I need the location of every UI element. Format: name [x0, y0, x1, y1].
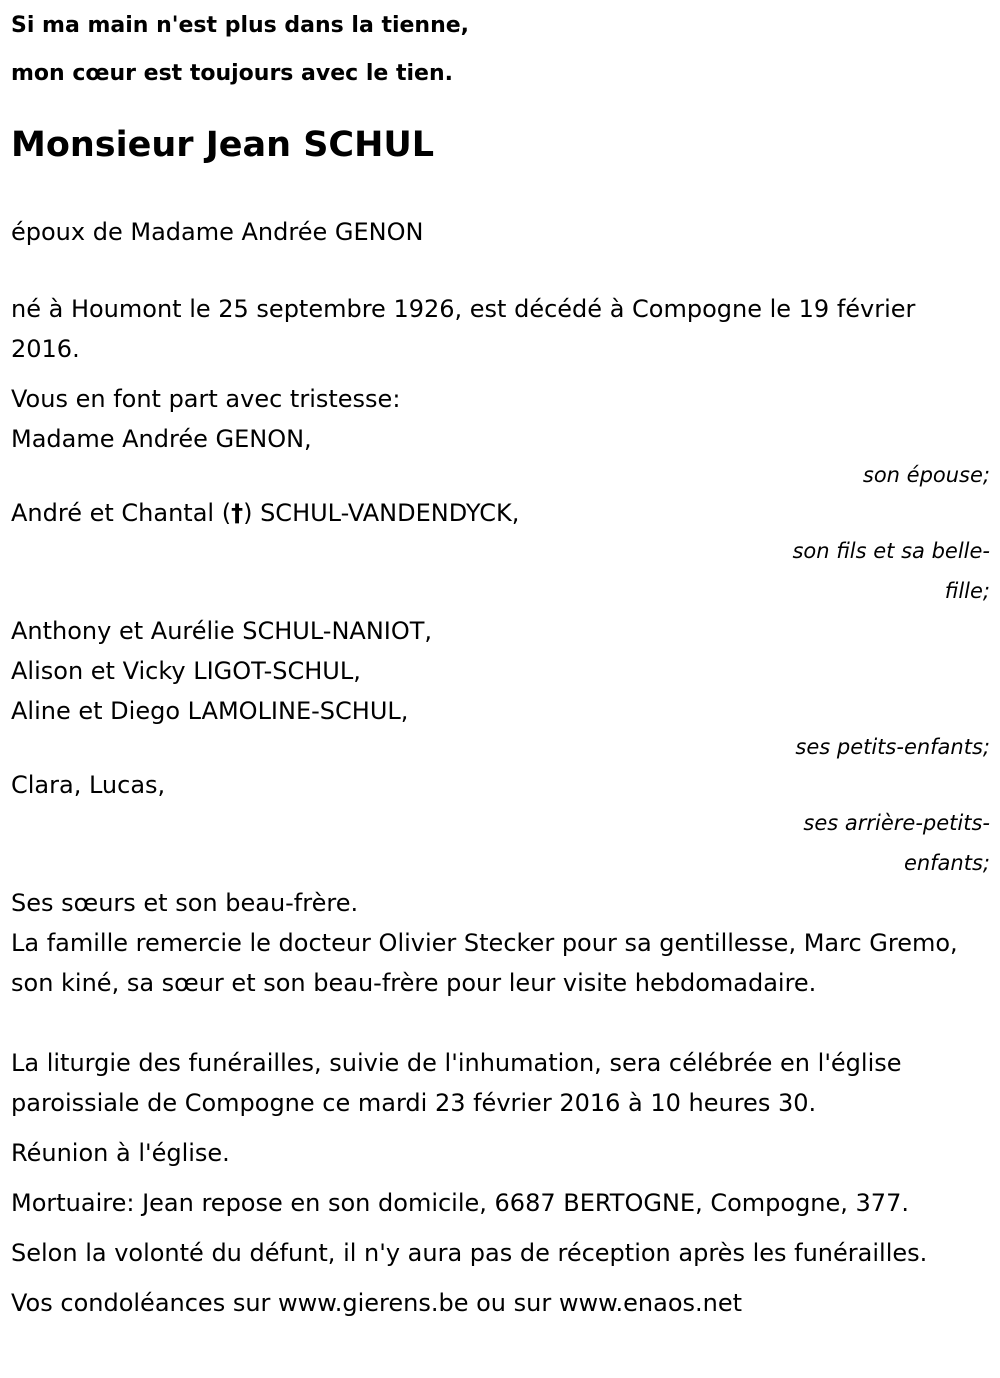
reception-paragraph: Selon la volonté du défunt, il n'y aura pas de réception après les funérailles. [11, 1239, 928, 1267]
family-spouse-role: son épouse; [862, 463, 990, 487]
spouse-line: époux de Madame Andrée GENON [11, 218, 424, 246]
grandchildren-role: ses petits-enfants; [795, 735, 990, 759]
mortuary-line: Mortuaire: Jean repose en son domicile, 6687 BERTOGNE, Compogne, 377. [11, 1189, 909, 1217]
liturgy-paragraph: La liturgie des funérailles, suivie de l'inhumation, sera célébrée en l'église paroissiale de Compogne ce mardi 23 février 2016 à 10 heures 30. [11, 1049, 902, 1117]
grandchild-2: Alison et Vicky LIGOT-SCHUL, [11, 657, 361, 685]
condolences-line: Vos condoléances sur www.gierens.be ou sur www.enaos.net [11, 1289, 743, 1317]
great-grandchildren-role: ses arrière-petits-enfants; [803, 811, 990, 875]
quote-line-2: mon cœur est toujours avec le tien. [11, 61, 453, 86]
meeting-line: Réunion à l'église. [11, 1139, 230, 1167]
son-names-after: ) SCHUL-VANDENDYCK, [243, 499, 520, 527]
grandchild-3: Aline et Diego LAMOLINE-SCHUL, [11, 697, 409, 725]
thanks-paragraph: La famille remercie le docteur Olivier Stecker pour sa gentillesse, Marc Gremo, son kiné, sa sœur et son beau-frère pour leur visite hebdomadaire. [11, 929, 958, 997]
birth-death-line: né à Houmont le 25 septembre 1926, est décédé à Compogne le 19 février 2016. [11, 295, 916, 363]
siblings-line: Ses sœurs et son beau-frère. [11, 889, 359, 917]
page-title: Monsieur Jean SCHUL [11, 125, 435, 165]
great-grandchildren: Clara, Lucas, [11, 771, 166, 799]
grandchild-1: Anthony et Aurélie SCHUL-NANIOT, [11, 617, 433, 645]
announce-intro: Vous en font part avec tristesse: [11, 385, 401, 413]
family-spouse-name: Madame Andrée GENON, [11, 425, 312, 453]
family-son-role: son fils et sa belle-fille; [792, 539, 990, 603]
quote-line-1: Si ma main n'est plus dans la tienne, [11, 13, 470, 38]
cross-icon: † [231, 499, 244, 527]
family-son-names [11, 493, 990, 533]
son-names-before: André et Chantal ( [11, 499, 232, 527]
